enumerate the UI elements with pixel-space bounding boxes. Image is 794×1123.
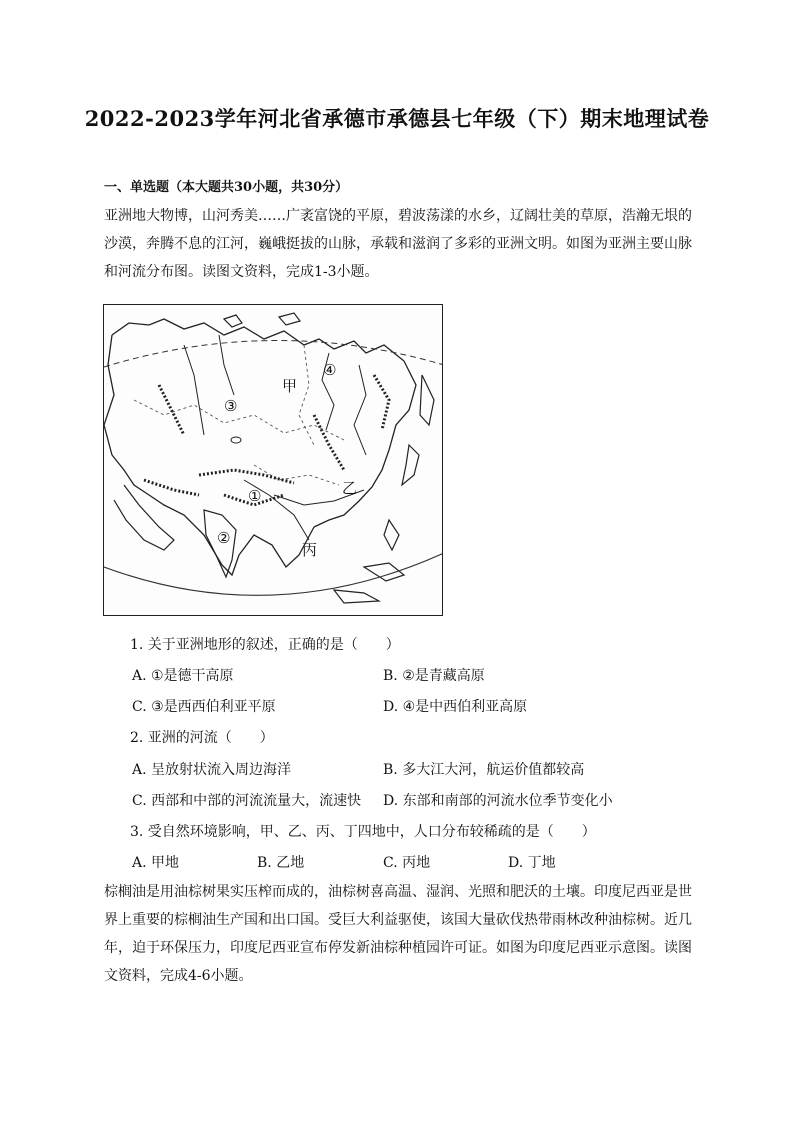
label-circle-3: ③	[224, 397, 238, 415]
question-3-option-d[interactable]: D. 丁地	[508, 855, 556, 871]
map-boundary-curve	[104, 553, 443, 595]
question-1-stem: 1. 关于亚洲地形的叙述，正确的是（ ）	[130, 637, 400, 653]
border	[134, 400, 344, 440]
intro-paragraph-1: 亚洲地大物博，山河秀美……广袤富饶的平原，碧波荡漾的水乡，辽阔壮美的草原，浩瀚无垠的沙漠，奔腾不息的江河，巍峨挺拔的山脉，承载和滋润了多彩的亚洲文明。如图为亚洲主要山脉和河流分布图。读图文资料，完成1-3小题。	[104, 208, 692, 280]
question-1-option-d[interactable]: D. ④是中西伯利亚高原	[383, 699, 528, 715]
lake	[231, 437, 241, 443]
question-1-option-c[interactable]: C. ③是西西伯利亚平原	[132, 699, 276, 715]
mountain-range	[314, 415, 344, 470]
question-2-option-c[interactable]: C. 西部和中部的河流流量大，流速快	[132, 793, 362, 809]
question-2-stem: 2. 亚洲的河流（ ）	[130, 730, 274, 746]
label-jia: 甲	[282, 377, 298, 395]
section-heading: 一、单选题（本大题共30小题，共30分）	[104, 180, 349, 195]
arctic-coastline	[112, 319, 404, 361]
asia-map-drawing	[104, 305, 443, 616]
intro-paragraph-2: 棕榈油是用油棕树果实压榨而成的，油棕树喜高温、湿润、光照和肥沃的土壤。印度尼西亚是世界上重要的棕榈油生产国和出口国。受巨大利益驱使，该国大量砍伐热带雨林改种油棕树。近几年，迫于环保压力，印度尼西亚宣布停发新油棕种植园许可证。如图为印度尼西亚示意图。读图文资料，完成4-6小题。	[104, 884, 692, 984]
question-2-option-b[interactable]: B. 多大江大河，航运价值都较高	[383, 762, 585, 778]
question-2-option-d[interactable]: D. 东部和南部的河流水位季节变化小	[383, 793, 613, 809]
label-circle-1: ①	[248, 487, 262, 505]
question-3-option-b[interactable]: B. 乙地	[257, 855, 305, 871]
border	[299, 345, 314, 445]
kamchatka	[420, 375, 434, 425]
label-circle-4: ④	[323, 361, 337, 379]
exam-title: 2022-2023学年河北省承德市承德县七年级（下）期末地理试卷	[84, 106, 710, 131]
asia-map-figure	[103, 304, 443, 616]
label-bing: 丙	[302, 541, 318, 559]
label-yi: 乙	[342, 479, 358, 497]
question-1-option-b[interactable]: B. ②是青藏高原	[383, 668, 485, 684]
mountain-range	[374, 375, 389, 430]
river	[354, 365, 366, 455]
question-3-stem: 3. 受自然环境影响，甲、乙、丙、丁四地中，人口分布较稀疏的是（ ）	[130, 824, 596, 840]
question-2-option-a[interactable]: A. 呈放射状流入周边海洋	[132, 762, 292, 778]
island	[384, 520, 399, 550]
arctic-island	[279, 313, 300, 325]
arabia-coast	[114, 485, 174, 550]
west-coastline	[104, 335, 314, 575]
arctic-island	[224, 315, 242, 327]
river	[184, 345, 204, 435]
question-1-option-a[interactable]: A. ①是德干高原	[132, 668, 234, 684]
japan-islands	[402, 445, 419, 485]
mountain-range	[144, 480, 199, 495]
label-circle-2: ②	[217, 529, 231, 547]
island	[334, 590, 379, 603]
question-3-option-c[interactable]: C. 丙地	[383, 855, 431, 871]
arctic-circle	[104, 340, 443, 367]
island	[364, 563, 404, 581]
river	[219, 335, 234, 395]
question-3-option-a[interactable]: A. 甲地	[132, 855, 180, 871]
